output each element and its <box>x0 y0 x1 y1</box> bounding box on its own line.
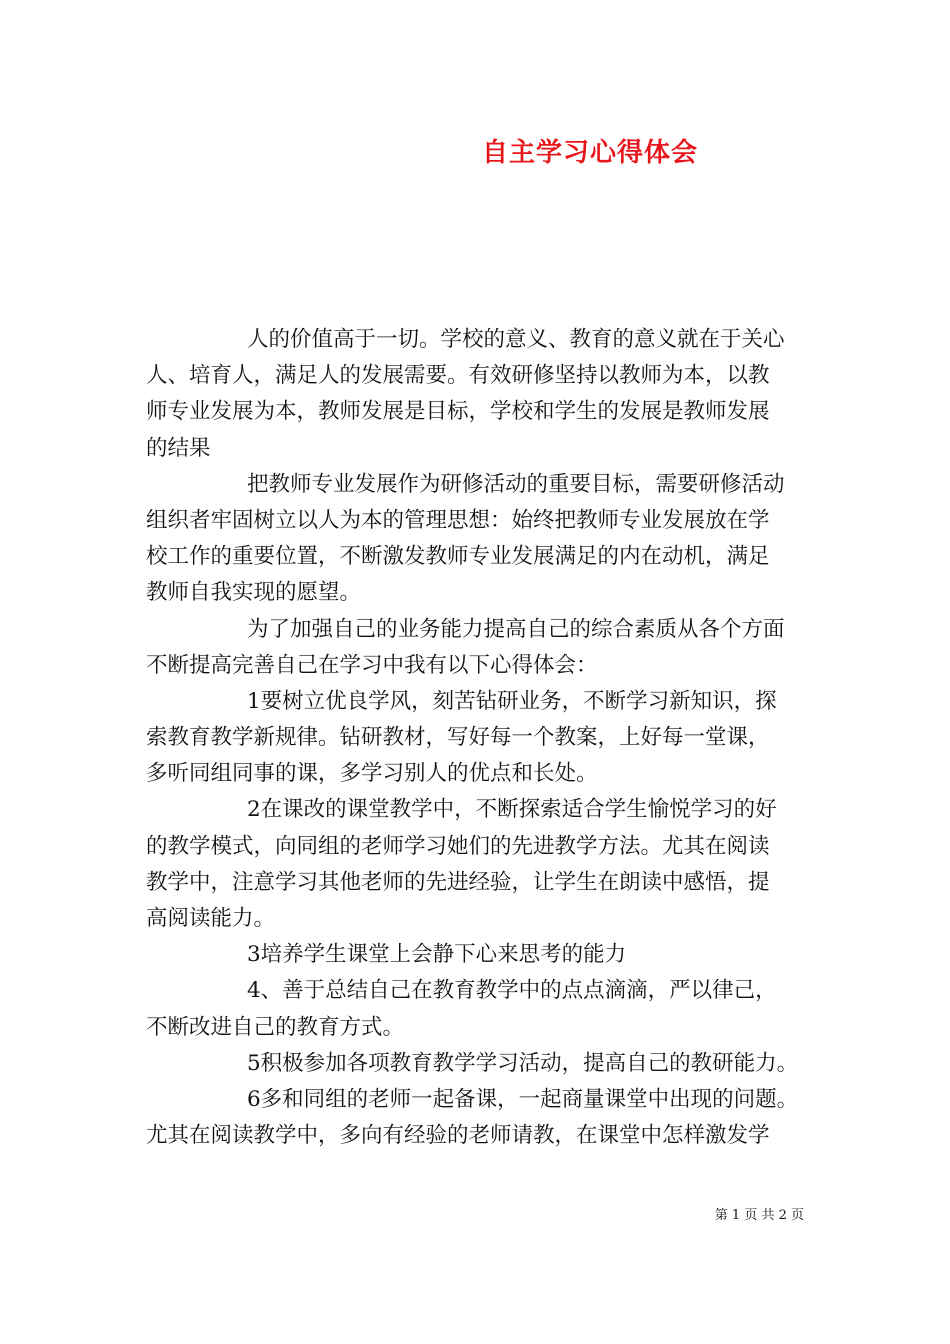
text-line: 1要树立优良学风，刻苦钻研业务，不断学习新知识，探 <box>247 688 777 714</box>
text-line: 高阅读能力。 <box>146 906 276 931</box>
text-line: 的教学模式，向同组的老师学习她们的先进教学方法。尤其在阅读 <box>146 833 770 859</box>
page-footer: 第 1 页 共 2 页 <box>714 1208 804 1223</box>
text-line: 为了加强自己的业务能力提高自己的综合素质从各个方面 <box>247 616 785 642</box>
text-line: 4、善于总结自己在教育教学中的点点滴滴，严以律己， <box>247 978 777 1004</box>
text-line: 的结果 <box>146 435 211 461</box>
text-line: 6多和同组的老师一起备课，一起商量课堂中出现的问题。 <box>247 1086 799 1112</box>
document-body <box>146 322 814 1154</box>
text-line: 3培养学生课堂上会静下心来思考的能力 <box>247 942 627 968</box>
text-line: 教师自我实现的愿望。 <box>146 580 362 606</box>
text-line: 多听同组同事的课，多学习别人的优点和长处。 <box>146 761 598 787</box>
text-line: 组织者牢固树立以人为本的管理思想：始终把教师专业发展放在学 <box>146 507 770 533</box>
text-line: 师专业发展为本，教师发展是目标，学校和学生的发展是教师发展 <box>146 399 770 425</box>
text-line: 不断改进自己的教育方式。 <box>146 1014 405 1040</box>
text-line: 人、培育人，满足人的发展需要。有效研修坚持以教师为本，以教 <box>146 363 770 389</box>
text-line: 不断提高完善自己在学习中我有以下心得体会： <box>146 652 598 678</box>
text-line: 校工作的重要位置，不断激发教师专业发展满足的内在动机，满足 <box>146 544 770 570</box>
document-title: 自主学习心得体会 <box>481 138 698 168</box>
text-line: 5积极参加各项教育教学学习活动，提高自己的教研能力。 <box>247 1050 799 1076</box>
text-line: 把教师专业发展作为研修活动的重要目标，需要研修活动 <box>247 471 785 497</box>
text-line: 人的价值高于一切。学校的意义、教育的意义就在于关心 <box>247 327 785 352</box>
text-line: 索教育教学新规律。钻研教材，写好每一个教案，上好每一堂课， <box>146 725 770 751</box>
text-line: 2在课改的课堂教学中，不断探索适合学生愉悦学习的好 <box>247 797 777 823</box>
text-line: 教学中，注意学习其他老师的先进经验，让学生在朗读中感悟，提 <box>146 869 770 895</box>
text-line: 尤其在阅读教学中，多向有经验的老师请教，在课堂中怎样激发学 <box>146 1123 770 1149</box>
